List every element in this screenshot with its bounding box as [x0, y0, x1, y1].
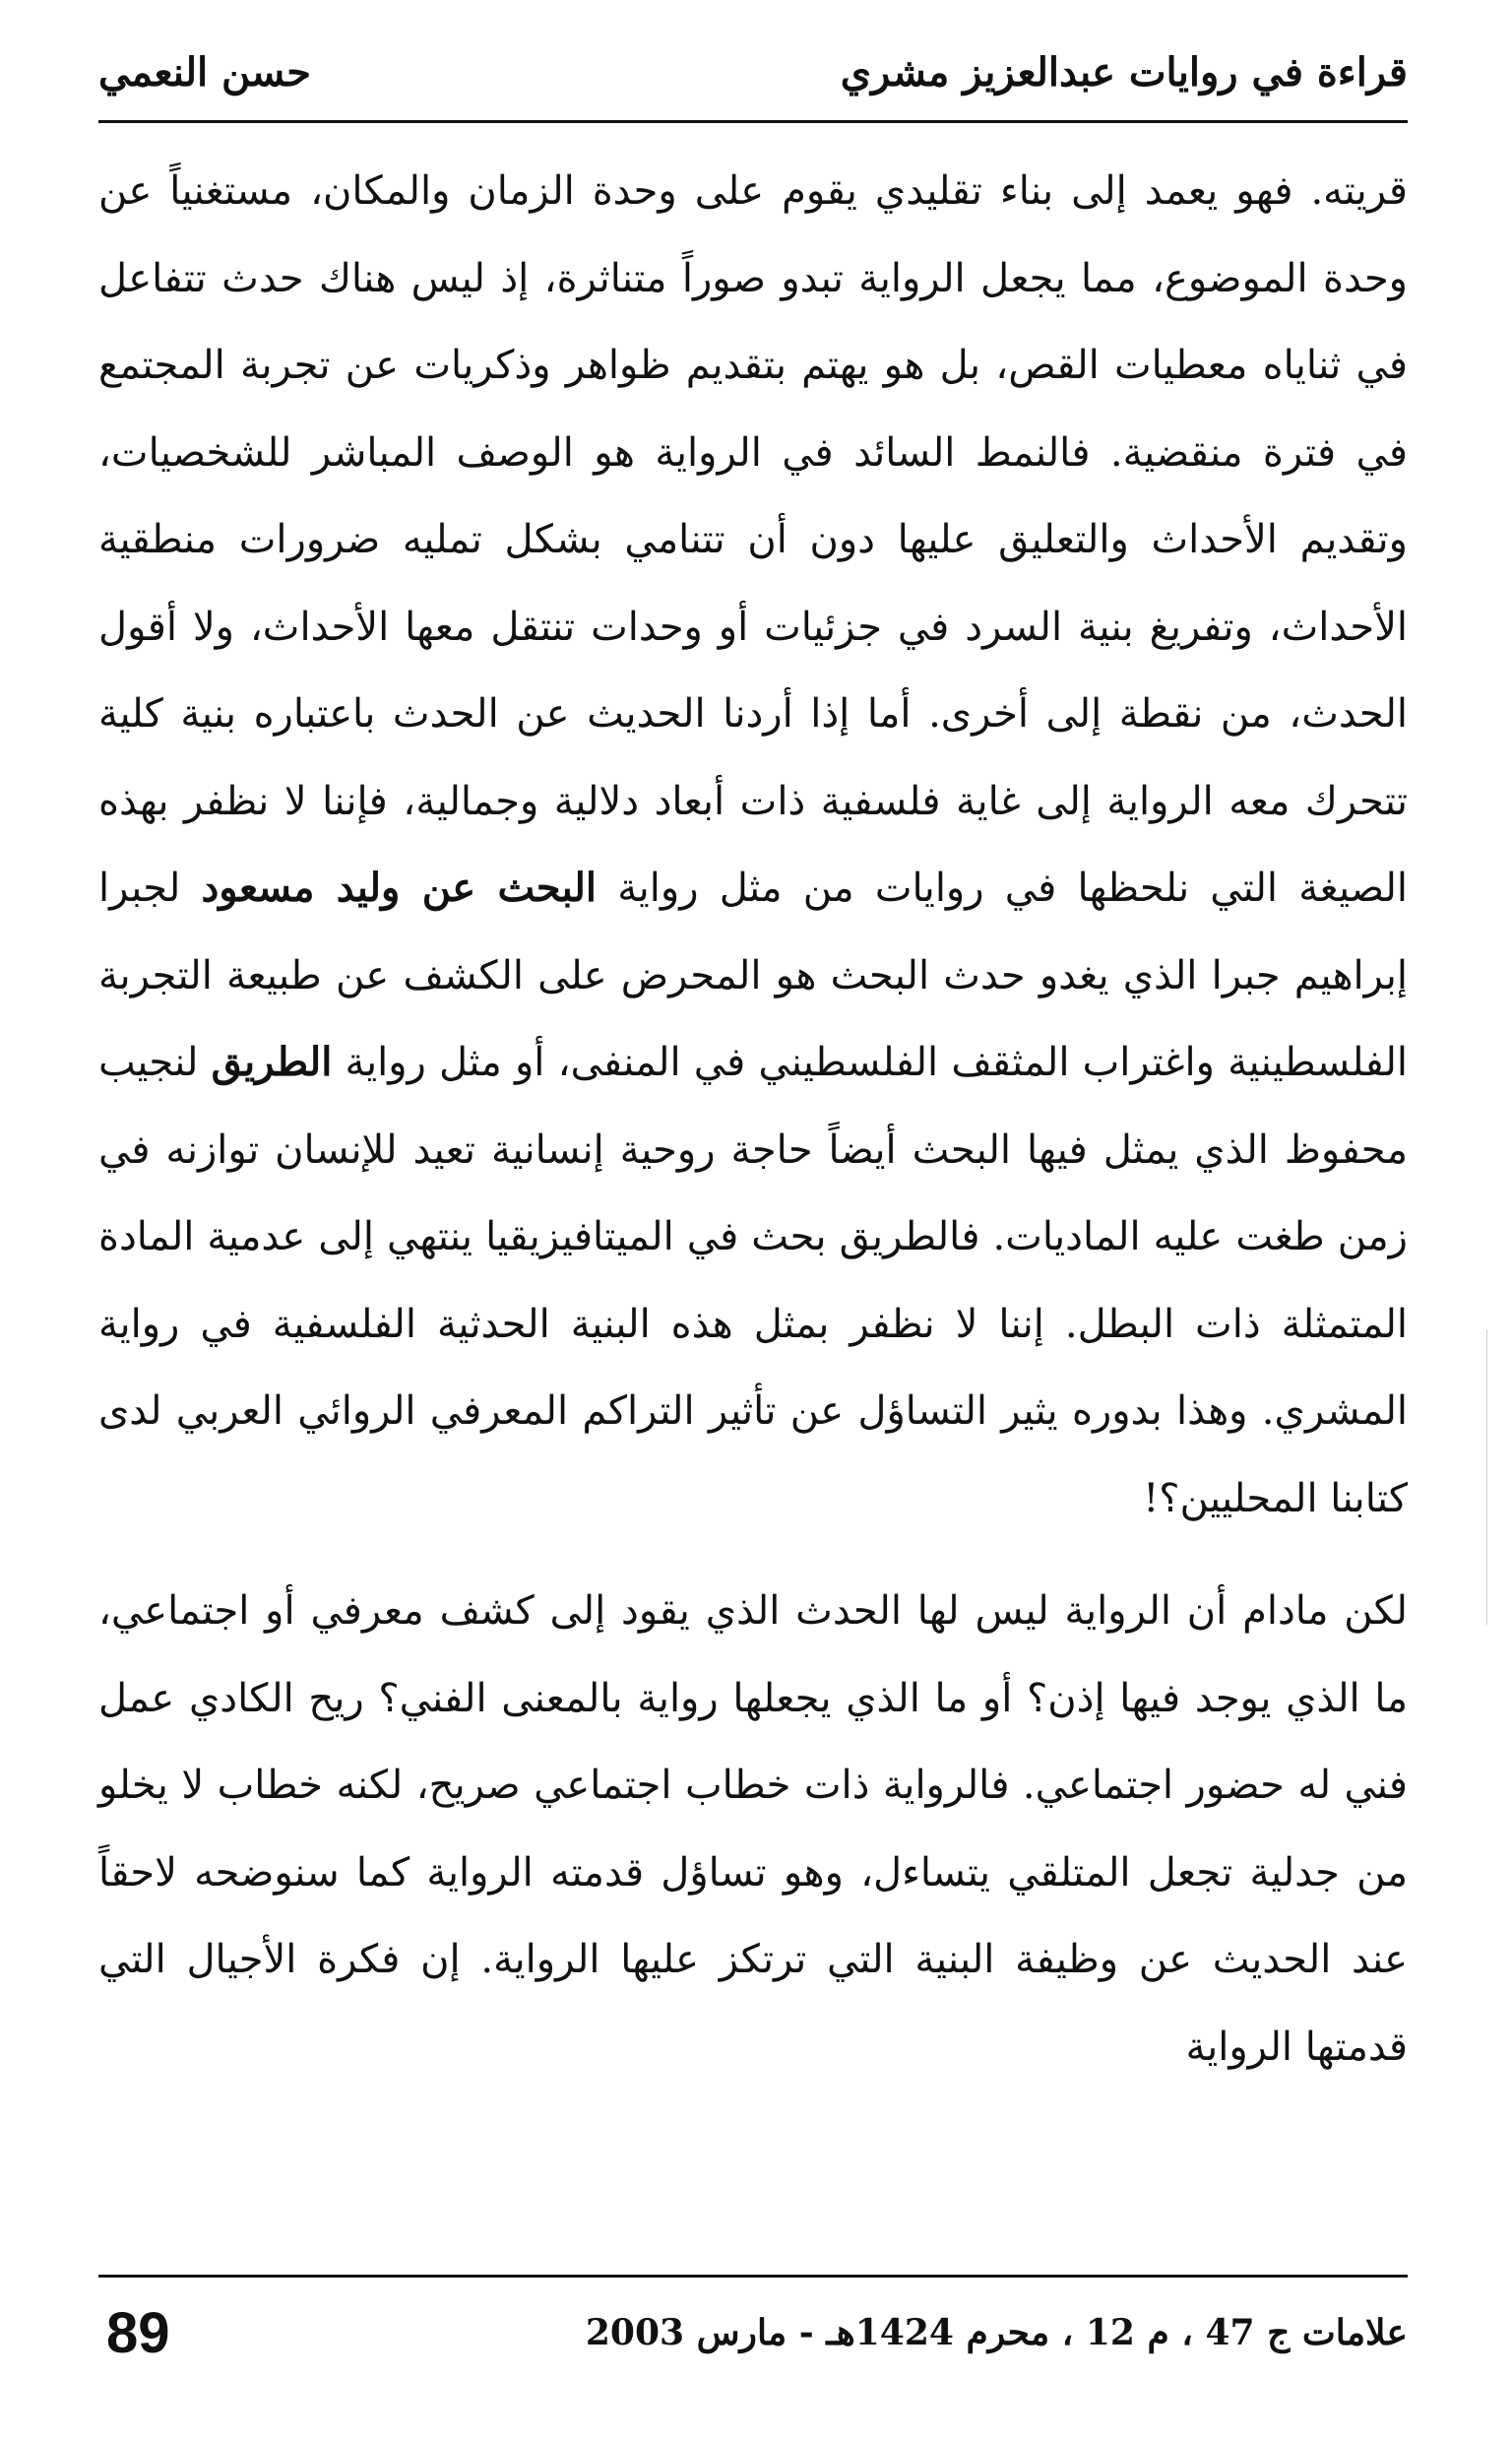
bold-title-walid-masoud: البحث عن وليد مسعود — [201, 865, 597, 911]
header-rule — [98, 120, 1408, 123]
paragraph-1 — [98, 148, 1408, 1542]
margin-line — [1486, 1329, 1487, 1625]
header-author: حسن النعمي — [98, 49, 311, 96]
paragraph-1-part-3: لنجيب محفوظ الذي يمثل فيها البحث أيضاً حاجة روحية إنسانية تعيد للإنسان توازنه في زمن طغت عليه الماديات. فالطريق بحث في الميتافيزيقيا ينتهي إلى عدمية المادة المتمثلة ذات البطل. إننا لا نظفر بمثل هذه البنية الحدثية الفلسفية في رواية المشري. وهذا بدوره يثير التساؤل عن تأثير التراكم المعرفي الروائي العربي لدى كتابنا المحليين؟! — [98, 1040, 1408, 1521]
footer-rule — [98, 2275, 1408, 2278]
page-number: 89 — [106, 2301, 170, 2365]
footer-journal: علامات ج 47 ، م 12 ، محرم 1424هـ - مارس 2003 — [585, 2312, 1408, 2353]
running-header — [98, 41, 1408, 120]
paragraph-2: لكن مادام أن الرواية ليس لها الحدث الذي يقود إلى كشف معرفي أو اجتماعي، ما الذي يوجد فيها إذن؟ أو ما الذي يجعلها رواية بالمعنى الفني؟ ريح الكادي عمل فني له حضور اجتماعي. فالرواية ذات خطاب اجتماعي صريح، لكنه خطاب لا يخلو من جدلية تجعل المتلقي يتساءل، وهو تساؤل قدمته الرواية كما سنوضحه لاحقاً عند الحديث عن وظيفة البنية التي ترتكز عليها الرواية. إن فكرة الأجيال التي قدمتها الرواية — [98, 1588, 1408, 2070]
header-title: قراءة في روايات عبدالعزيز مشري — [840, 49, 1408, 96]
page-footer — [98, 2300, 1408, 2379]
bold-title-al-tariq: الطريق — [211, 1039, 333, 1085]
paragraph-1-part-2: لجبرا إبراهيم جبرا الذي يغدو حدث البحث هو المحرض على الكشف عن طبيعة التجربة الفلسطينية واغتراب المثقف الفلسطيني في المنفى، أو مثل رواية — [98, 866, 1409, 1085]
paragraph-1-part-1: قريته. فهو يعمد إلى بناء تقليدي يقوم على وحدة الزمان والمكان، مستغنياً عن وحدة الموضوع، مما يجعل الرواية تبدو صوراً متناثرة، إذ ليس هناك حدث تتفاعل في ثناياه معطيات القص، بل هو يهتم بتقديم ظواهر وذكريات عن تجربة المجتمع في فترة منقضية. فالنمط السائد في الرواية هو الوصف المباشر للشخصيات، وتقديم الأحداث والتعليق عليها دون أن تتنامي بشكل تمليه ضرورات منطقية الأحداث، وتفريغ بنية السرد في جزئيات أو وحدات تنتقل معها الأحداث، ولا أقول الحدث، من نقطة إلى أخرى. أما إذا أردنا الحديث عن الحدث باعتباره بنية كلية تتحرك معه الرواية إلى غاية فلسفية ذات أبعاد دلالية وجمالية، فإننا لا نظفر بهذه الصيغة التي نلحظها في روايات من مثل رواية — [98, 168, 1409, 911]
body-text — [98, 148, 1408, 2090]
